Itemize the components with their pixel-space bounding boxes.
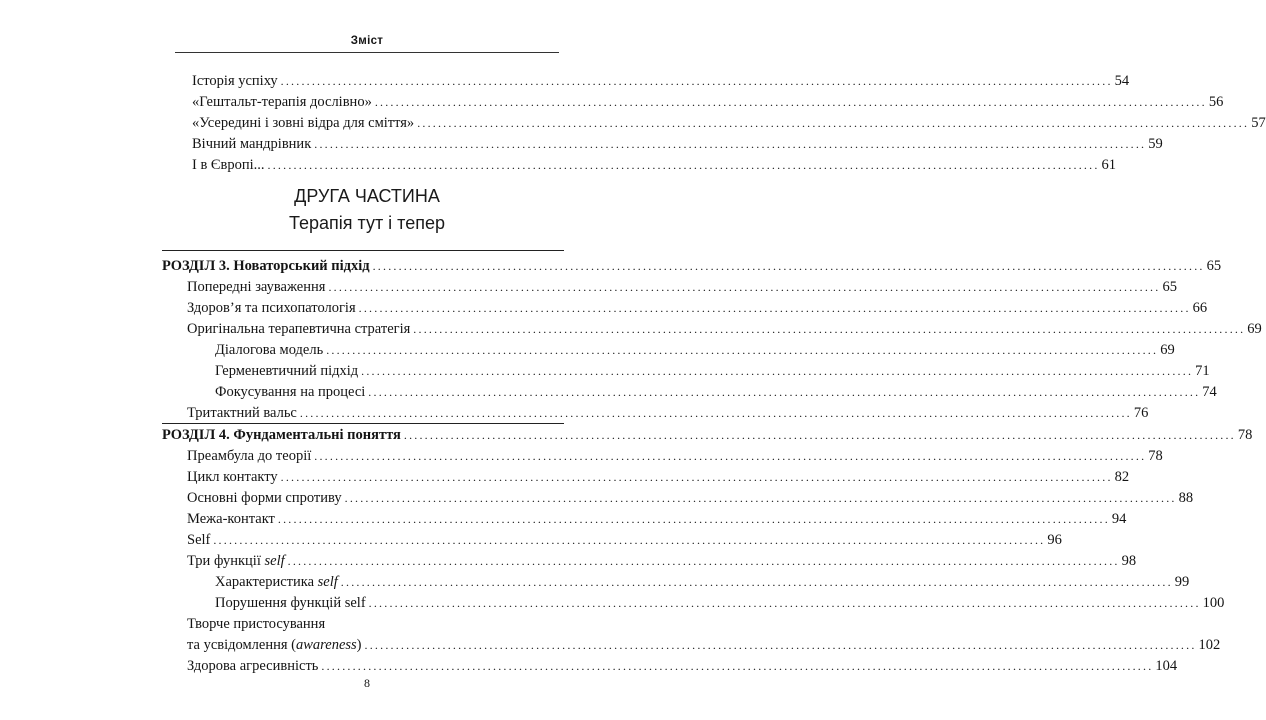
- toc-subentry: [215, 593, 1225, 613]
- toc-page-number: 61: [1101, 157, 1117, 173]
- toc-entry-label: Попередні зауваження: [187, 279, 326, 295]
- toc-page-number: 96: [1047, 532, 1062, 548]
- toc-page-number: 59: [1148, 136, 1163, 152]
- toc-entry: [192, 92, 1224, 112]
- toc-entry-label: Історія успіху: [192, 73, 278, 89]
- leader-dots: ................................................................................................................................................................: [328, 280, 1161, 294]
- leader-dots: ................................................................................................................................................................: [280, 470, 1113, 484]
- toc-entry-label: Вічний мандрівник: [192, 136, 312, 152]
- section-rule: [162, 423, 564, 424]
- leader-dots: ................................................................................................................................................................: [417, 116, 1250, 130]
- toc-page-number: 102: [1198, 637, 1221, 653]
- toc-entry-label: Фокусування на процесі: [215, 384, 366, 400]
- toc-entry: [187, 446, 1163, 466]
- toc-page-number: 69: [1160, 342, 1175, 358]
- label-italic-term: self: [317, 574, 338, 590]
- toc-page-number: 78: [1237, 427, 1253, 443]
- chapter-title: РОЗДІЛ 3. Новаторський підхід: [162, 258, 370, 274]
- toc-entry-label: Межа-контакт: [187, 511, 275, 527]
- leader-dots: ................................................................................................................................................................: [344, 491, 1177, 505]
- leader-dots: ................................................................................................................................................................: [358, 301, 1191, 315]
- part-title: ДРУГА ЧАСТИНА: [294, 186, 440, 206]
- toc-entry: [187, 319, 1262, 339]
- toc-page-number: 88: [1178, 490, 1194, 506]
- toc-page-number: 82: [1114, 469, 1130, 485]
- toc-entry: [187, 298, 1208, 318]
- toc-page-number: 57: [1251, 115, 1266, 131]
- toc-page-number: 65: [1206, 258, 1222, 274]
- toc-page-number: 78: [1148, 448, 1163, 464]
- leader-dots: ................................................................................................................................................................: [372, 259, 1205, 273]
- leader-dots: ................................................................................................................................................................: [314, 137, 1147, 151]
- toc-page-number: 99: [1174, 574, 1190, 590]
- label-text: та усвідомлення (: [187, 637, 296, 653]
- toc-entry-label: [187, 635, 362, 655]
- toc-page-number: 54: [1114, 73, 1130, 89]
- toc-entry-label: Тритактний вальс: [187, 405, 297, 421]
- leader-dots: ................................................................................................................................................................: [321, 659, 1154, 673]
- toc-entry: [187, 551, 1137, 571]
- leader-dots: ................................................................................................................................................................: [361, 364, 1194, 378]
- label-text: ): [356, 637, 362, 653]
- toc-entry: [192, 71, 1130, 91]
- label-text: Три функції: [187, 553, 265, 569]
- leader-dots: ................................................................................................................................................................: [368, 385, 1201, 399]
- toc-page-number: 104: [1155, 658, 1178, 674]
- toc-entry: [187, 656, 1178, 676]
- toc-entry-label: «Гештальт-терапія дослівно»: [192, 94, 372, 110]
- toc-entry-label: Здорова агресивність: [187, 658, 319, 674]
- toc-entry-label: Преамбула до теорії: [187, 448, 312, 464]
- toc-entry: [192, 155, 1117, 175]
- part-subtitle: Терапія тут і тепер: [288, 213, 446, 233]
- section-rule: [162, 250, 564, 251]
- toc-subentry: [215, 361, 1210, 381]
- toc-subentry: [215, 572, 1190, 592]
- toc-page-number: 65: [1162, 279, 1177, 295]
- leader-dots: ................................................................................................................................................................: [280, 74, 1113, 88]
- toc-entry: [187, 488, 1194, 508]
- label-italic-term: self: [264, 553, 285, 569]
- leader-dots: ................................................................................................................................................................: [299, 406, 1132, 420]
- toc-page-number: 94: [1111, 511, 1127, 527]
- toc-entry: [192, 134, 1163, 154]
- leader-dots: ................................................................................................................................................................: [413, 322, 1246, 336]
- toc-entry-label: Здоров’я та психопатологія: [187, 300, 356, 316]
- toc-entry: [187, 530, 1062, 550]
- toc-entry-label: Порушення функцій self: [215, 595, 366, 611]
- toc-page-number: 100: [1202, 595, 1225, 611]
- toc-entry-label: Основні форми спротиву: [187, 490, 342, 506]
- toc-page-number: 56: [1208, 94, 1224, 110]
- toc-page-number: 98: [1121, 553, 1137, 569]
- toc-chapter-entry: [162, 425, 1253, 445]
- toc-entry-label: І в Європі...: [192, 157, 265, 173]
- leader-dots: ................................................................................................................................................................: [364, 638, 1197, 652]
- label-italic-term: awareness: [295, 637, 357, 653]
- leader-dots: ................................................................................................................................................................: [326, 343, 1159, 357]
- toc-entry: [187, 403, 1149, 423]
- toc-subentry: [215, 382, 1217, 402]
- toc-subentry: [215, 340, 1175, 360]
- toc-entry-label: [187, 551, 285, 571]
- toc-entry-label: Self: [187, 532, 211, 548]
- toc-entry-label-line: Творче пристосування: [187, 616, 326, 632]
- toc-page-number: 69: [1247, 321, 1262, 337]
- toc-chapter-entry: [162, 256, 1222, 276]
- toc-entry: [187, 635, 1221, 655]
- leader-dots: ................................................................................................................................................................: [213, 533, 1046, 547]
- table-of-contents: [162, 0, 1266, 720]
- leader-dots: ................................................................................................................................................................: [314, 449, 1147, 463]
- toc-page-number: 76: [1133, 405, 1149, 421]
- toc-entry-label: Герменевтичний підхід: [215, 363, 359, 379]
- leader-dots: ................................................................................................................................................................: [374, 95, 1207, 109]
- running-head: Зміст: [350, 35, 384, 47]
- toc-entry: [187, 277, 1177, 297]
- leader-dots: ................................................................................................................................................................: [340, 575, 1173, 589]
- leader-dots: ................................................................................................................................................................: [267, 158, 1100, 172]
- toc-page-number: 74: [1202, 384, 1217, 400]
- toc-entry: [192, 113, 1266, 133]
- leader-dots: ................................................................................................................................................................: [368, 596, 1201, 610]
- leader-dots: ................................................................................................................................................................: [403, 428, 1236, 442]
- toc-page-number: 71: [1195, 363, 1210, 379]
- leader-dots: ................................................................................................................................................................: [277, 512, 1110, 526]
- leader-dots: ................................................................................................................................................................: [287, 554, 1120, 568]
- label-text: Характеристика: [215, 574, 318, 590]
- toc-entry: [187, 467, 1130, 487]
- toc-entry-label: [215, 572, 338, 592]
- toc-entry-label: Цикл контакту: [187, 469, 278, 485]
- page-number: 8: [364, 676, 370, 690]
- toc-entry: [187, 509, 1127, 529]
- chapter-title: РОЗДІЛ 4. Фундаментальні поняття: [162, 427, 401, 443]
- toc-entry-label: «Усередині і зовні відра для сміття»: [192, 115, 415, 131]
- toc-page-number: 66: [1192, 300, 1208, 316]
- toc-entry-label: Діалогова модель: [215, 342, 324, 358]
- toc-entry-label: Оригінальна терапевтична стратегія: [187, 321, 411, 337]
